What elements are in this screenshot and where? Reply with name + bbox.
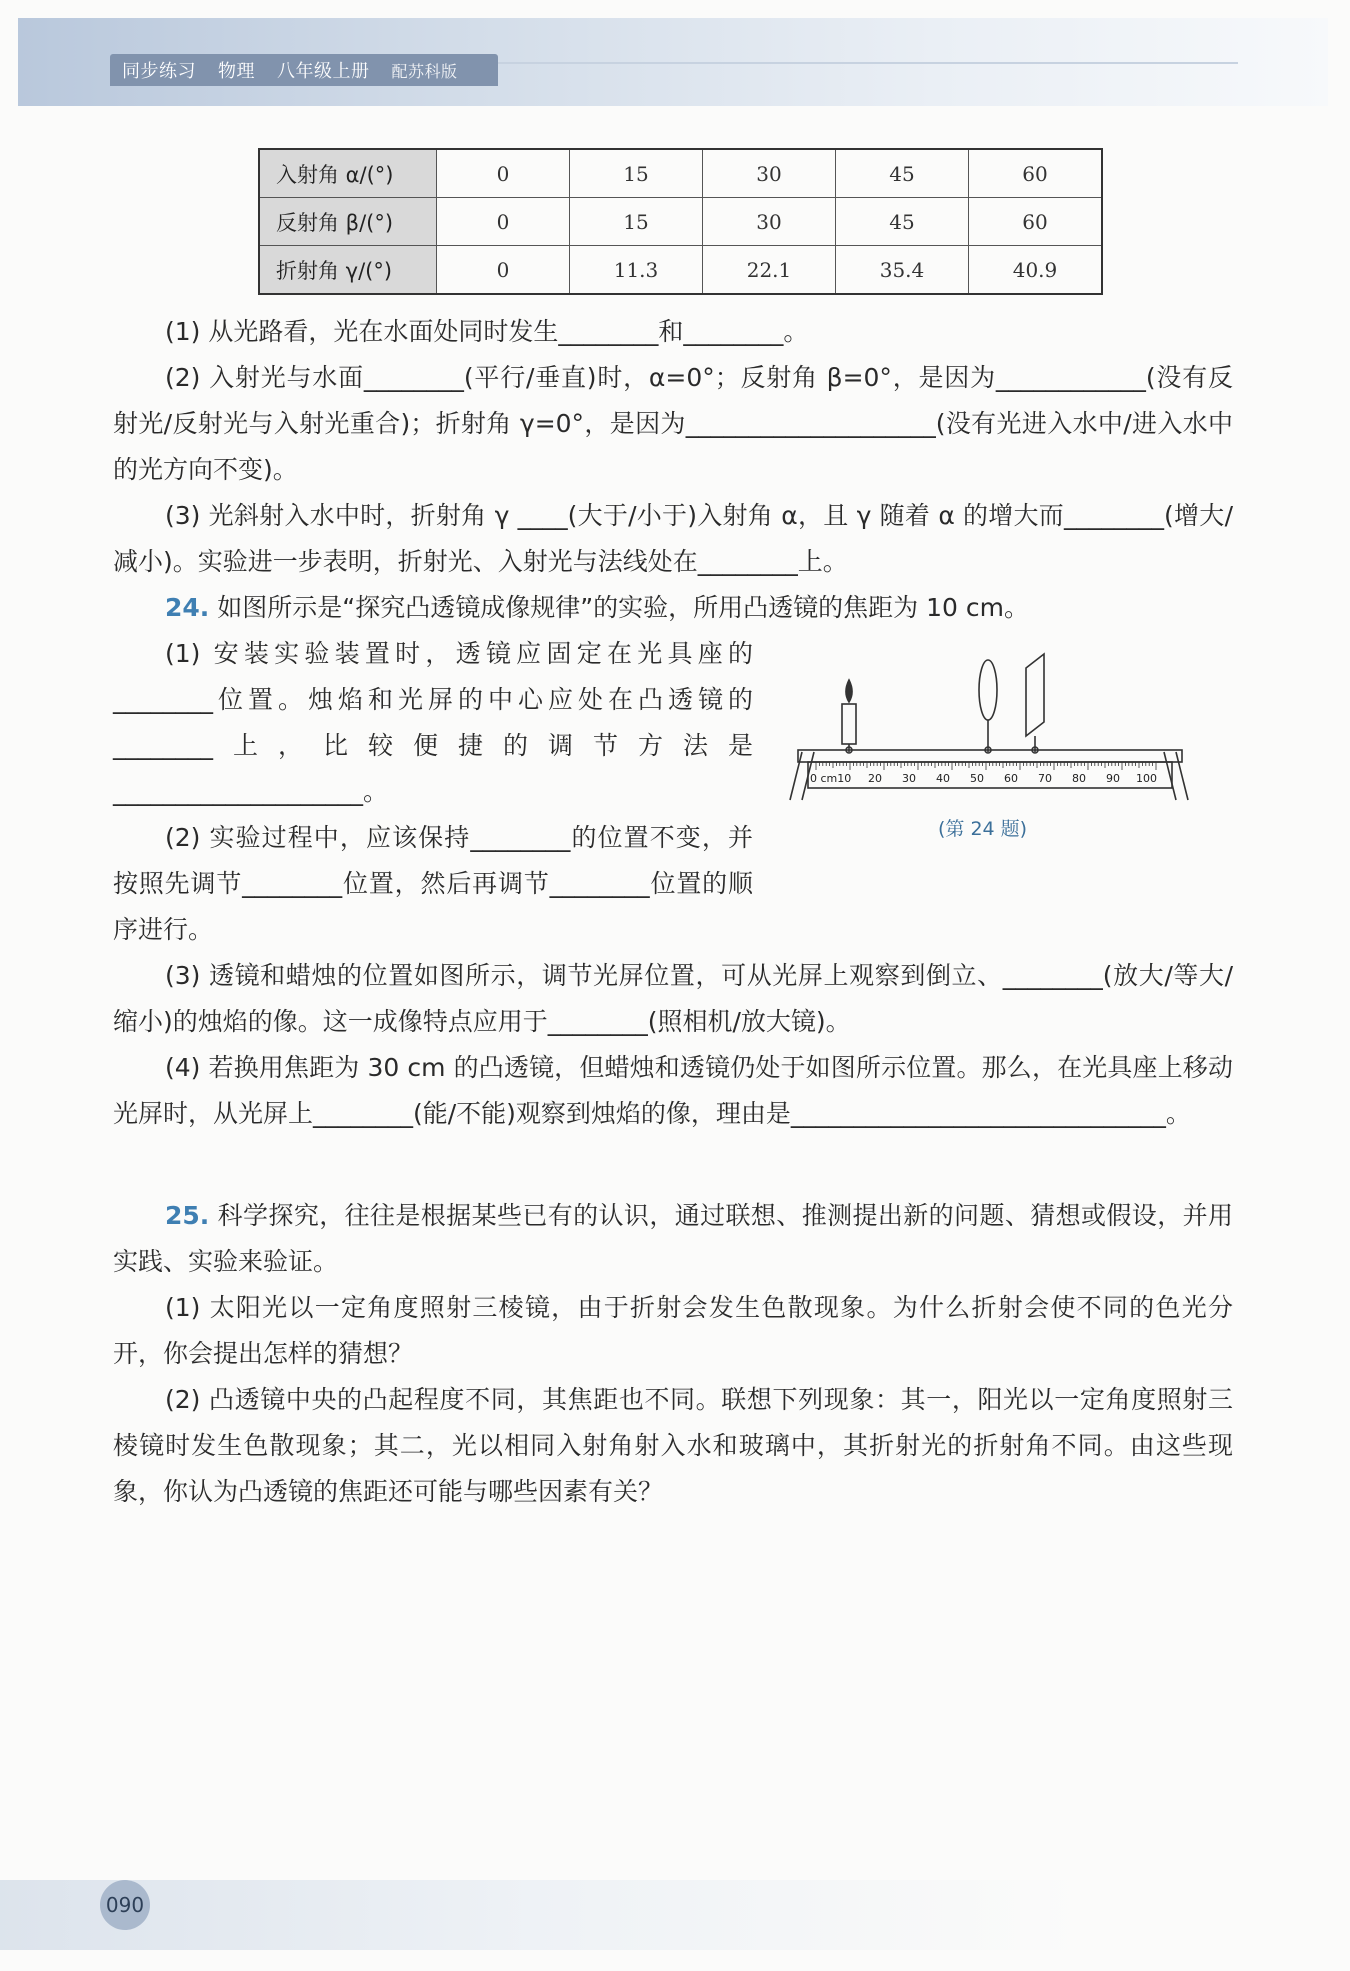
table-cell: 22.1 [703,246,836,295]
ruler-label: 30 [902,772,916,785]
table-cell: 40.9 [969,246,1103,295]
q24-part1: (1) 安装实验装置时，透镜应固定在光具座的________位置。烛焰和光屏的中心应处在凸透镜的________上，比较便捷的调节方法是____________________。 [113,639,753,806]
page-number: 090 [100,1880,150,1930]
table-cell: 0 [437,198,570,246]
q24-part3: (3) 透镜和蜡烛的位置如图所示，调节光屏位置，可从光屏上观察到倒立、________(放大/等大/缩小)的烛焰的像。这一成像特点应用于________(照相机/放大镜)。 [113,961,1233,1036]
table-row [259,149,1102,198]
ruler-label: 100 [1136,772,1157,785]
q23-part3: (3) 光斜射入水中时，折射角 γ ____(大于/小于)入射角 α，且 γ 随着 α 的增大而________(增大/减小)。实验进一步表明，折射光、入射光与法线处在________上。 [113,501,1233,576]
table-row [259,246,1102,295]
q24-stem-text: 如图所示是“探究凸透镜成像规律”的实验，所用凸透镜的焦距为 10 cm。 [217,593,1029,622]
ruler-label: 40 [936,772,950,785]
header-edition: 配苏科版 [391,61,458,81]
table-cell: 0 [437,246,570,295]
row-label: 反射角 β/(°) [259,198,437,246]
flame-icon [846,680,852,702]
ruler-label: 70 [1038,772,1052,785]
table-cell: 30 [703,198,836,246]
header-item: 八年级上册 [277,61,370,82]
optical-bench-figure [780,640,1210,840]
row-label: 折射角 γ/(°) [259,246,437,295]
table-row [259,198,1102,246]
q25-stem [113,1193,1233,1285]
question-number: 25. [165,1201,210,1230]
q25-part2: (2) 凸透镜中央的凸起程度不同，其焦距也不同。联想下列现象：其一，阳光以一定角度照射三棱镜时发生色散现象；其二，光以相同入射角射入水和玻璃中，其折射光的折射角不同。由这些现象，你认为凸透镜的焦距还可能与哪些因素有关？ [113,1385,1233,1506]
ruler-label: 90 [1106,772,1120,785]
header-item: 同步练习 [122,61,196,82]
convex-lens [979,660,997,720]
q25-stem-text: 科学探究，往往是根据某些已有的认识，通过联想、推测提出新的问题、猜想或假设，并用实践、实验来验证。 [113,1201,1233,1276]
row-label: 入射角 α/(°) [259,149,437,198]
q23-part2: (2) 入射光与水面________(平行/垂直)时，α=0°；反射角 β=0°，是因为____________(没有反射光/反射光与入射光重合)；折射角 γ=0°，是因为____________________(没有光进入水中/进入水中的光方向不变)。 [113,363,1233,484]
figure-caption: (第 24 题) [938,818,1028,840]
table-cell: 45 [836,198,969,246]
q24-stem [113,585,1233,631]
angle-table [258,148,1103,295]
table-cell: 35.4 [836,246,969,295]
bench-leg [790,752,802,800]
q24-part2: (2) 实验过程中，应该保持________的位置不变，并按照先调节________位置，然后再调节________位置的顺序进行。 [113,823,753,944]
table-cell: 60 [969,198,1103,246]
ruler-label: 80 [1072,772,1086,785]
q24-part4: (4) 若换用焦距为 30 cm 的凸透镜，但蜡烛和透镜仍处于如图所示位置。那么，在光具座上移动光屏时，从光屏上________(能/不能)观察到烛焰的像，理由是______________________________。 [113,1053,1233,1128]
ruler-label: 50 [970,772,984,785]
light-screen [1026,654,1044,736]
ruler-label: 0 cm10 [810,772,852,785]
table-cell: 45 [836,149,969,198]
ruler-label: 60 [1004,772,1018,785]
table-cell: 15 [570,149,703,198]
table-cell: 60 [969,149,1103,198]
header-tab [110,54,498,86]
header-item: 物理 [218,61,255,82]
q23-part1: (1) 从光路看，光在水面处同时发生________和________。 [165,317,809,346]
table-cell: 15 [570,198,703,246]
candle [842,704,856,744]
question-number: 24. [165,593,210,622]
table-cell: 30 [703,149,836,198]
header-rule [498,62,1238,64]
footer-band [0,1880,1350,1950]
table-cell: 0 [437,149,570,198]
ruler-ticks [816,762,1156,770]
ruler-label: 20 [868,772,882,785]
bench-leg [1164,752,1176,800]
q25-part1: (1) 太阳光以一定角度照射三棱镜，由于折射会发生色散现象。为什么折射会使不同的色光分开，你会提出怎样的猜想？ [113,1293,1233,1368]
table-cell: 11.3 [570,246,703,295]
